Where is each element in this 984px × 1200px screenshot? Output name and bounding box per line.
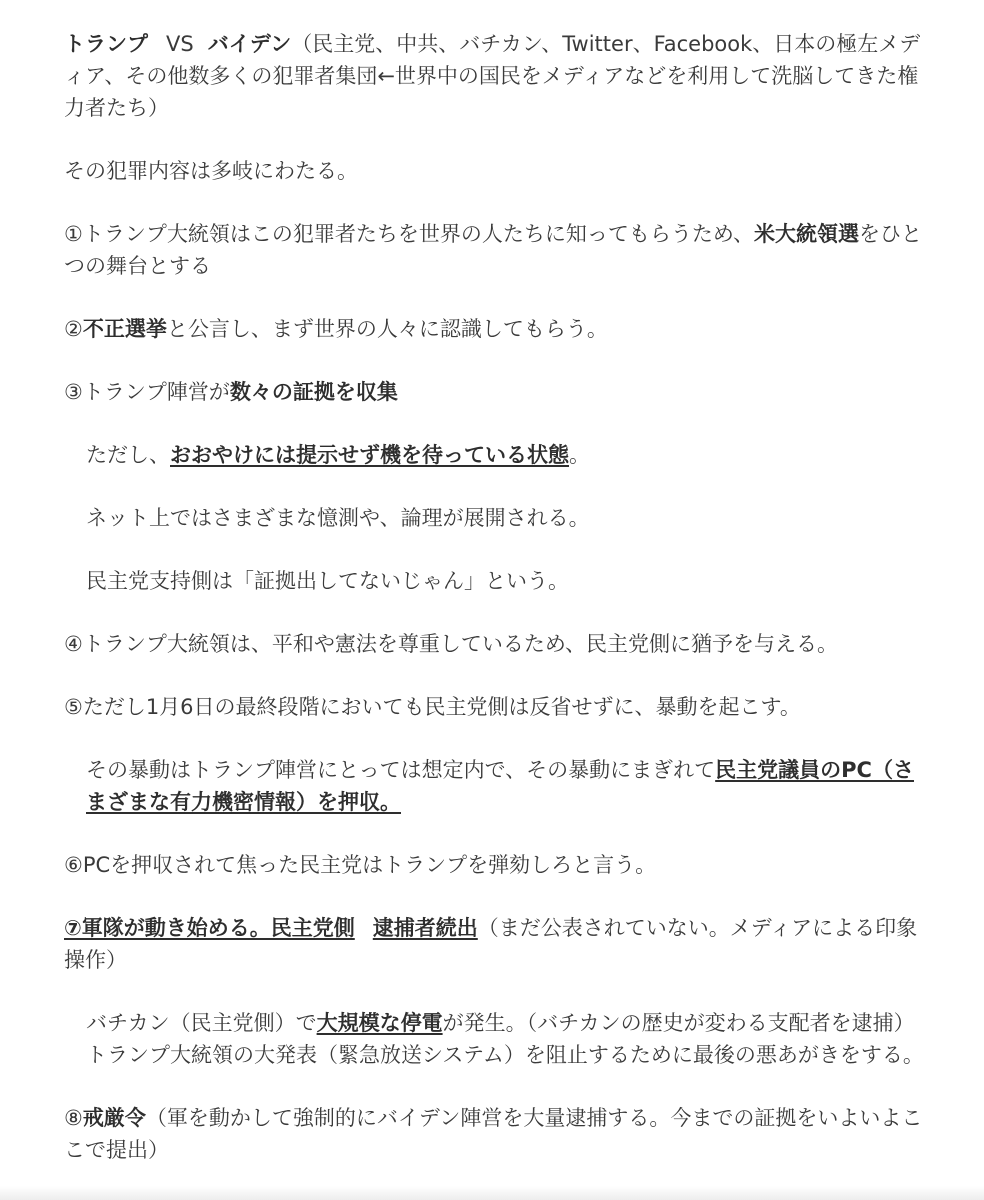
note-3-text: 民主党支持側は「証拠出してないじゃん」という。	[86, 569, 569, 593]
step-1-text: ①トランプ大統領はこの犯罪者たちを世界の人たちに知ってもらうため、	[64, 222, 754, 246]
step-7-note: （まだ公表されていない。メディアによる印象操作）	[64, 916, 918, 972]
step-7-emphasis: ⑦軍隊が動き始める。民主党側	[64, 916, 355, 940]
paragraph-step-2	[64, 313, 924, 345]
step-5-note-text: その暴動はトランプ陣営にとっては想定内で、その暴動にまぎれて	[86, 758, 716, 782]
paragraph-step-3-note-1	[64, 439, 924, 471]
note-1-tail: 。	[569, 443, 590, 467]
step-1-tail: をひとつの舞台とする	[64, 222, 922, 278]
vatican-text: バチカン（民主党側）で	[86, 1011, 317, 1035]
step-3-text: ③トランプ陣営が	[64, 380, 230, 404]
paragraph-step-4	[64, 628, 924, 660]
biden-side-description: （民主党、中共、バチカン、Twitter、Facebook、日本の極左メディア、その他数多くの犯罪者集団←世界中の国民をメディアなどを利用して洗脳してきた権力者たち）	[64, 32, 921, 120]
step-2-number: ②	[64, 317, 83, 341]
trump-label: トランプ	[64, 32, 148, 56]
paragraph-step-6	[64, 849, 924, 881]
step-2-text: と公言し、まず世界の人々に認識してもらう。	[166, 317, 608, 341]
vs-label: VS	[166, 32, 194, 56]
step-4-text: ④トランプ大統領は、平和や憲法を尊重しているため、民主党側に猶予を与える。	[64, 632, 838, 656]
paragraph-step-8	[64, 1102, 924, 1166]
bottom-fade	[0, 1186, 984, 1200]
paragraph-step-3-note-2	[64, 502, 924, 534]
step-1-emphasis: 米大統領選	[753, 222, 859, 246]
biden-label: バイデン	[207, 32, 292, 56]
paragraph-intro	[64, 155, 924, 187]
emergency-broadcast-text: トランプ大統領の大発表（緊急放送システム）を阻止するために最後の悪あがきをする。	[86, 1043, 924, 1067]
document-body	[64, 28, 924, 1197]
paragraph-step-5-note	[64, 754, 924, 818]
martial-law-emphasis: 戒厳令	[82, 1106, 146, 1130]
step-8-number: ⑧	[64, 1106, 83, 1130]
note-2-text: ネット上ではさまざまな憶測や、論理が展開される。	[86, 506, 590, 530]
step-5-note-emphasis: 民主党議員のPC（さまざまな有力機密情報）を押収。	[86, 758, 914, 814]
note-1-text: ただし、	[86, 443, 170, 467]
paragraph-step-3	[64, 376, 924, 408]
paragraph-step-1	[64, 218, 924, 282]
blackout-emphasis: 大規模な停電	[316, 1011, 443, 1035]
paragraph-opponents	[64, 28, 924, 124]
paragraph-step-5	[64, 691, 924, 723]
vatican-tail: が発生。（バチカンの歴史が変わる支配者を逮捕）	[442, 1011, 915, 1035]
note-1-emphasis: おおやけには提示せず機を待っている状態	[170, 443, 569, 467]
step-6-text: ⑥PCを押収されて焦った民主党はトランプを弾劾しろと言う。	[64, 853, 657, 877]
step-7-arrests: 逮捕者続出	[372, 916, 478, 940]
paragraph-step-7	[64, 912, 924, 976]
step-8-text: （軍を動かして強制的にバイデン陣営を大量逮捕する。今までの証拠をいよいよここで提出）	[64, 1106, 923, 1162]
paragraph-step-3-note-3	[64, 565, 924, 597]
intro-text: その犯罪内容は多岐にわたる。	[64, 159, 358, 183]
paragraph-step-7-detail	[64, 1007, 924, 1071]
step-5-text: ⑤ただし1月6日の最終段階においても民主党側は反省せずに、暴動を起こす。	[64, 695, 801, 719]
step-3-emphasis: 数々の証拠を収集	[229, 380, 398, 404]
step-2-emphasis: 不正選挙	[82, 317, 167, 341]
